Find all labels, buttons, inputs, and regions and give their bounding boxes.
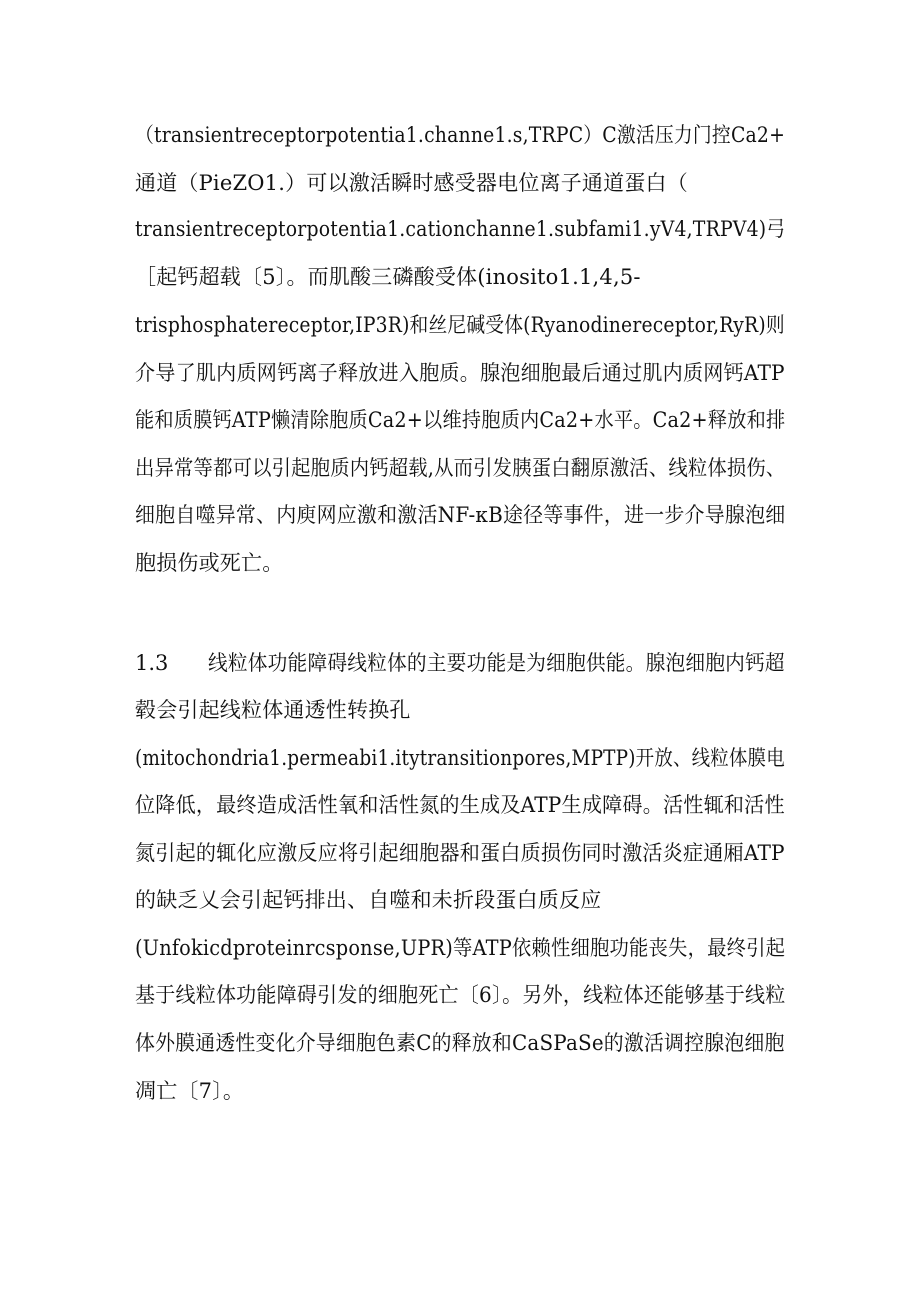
text-line: (Unfokicdproteinrcsponse,UPR)等ATP依赖性细胞功能丧失，最终引起 <box>135 936 786 960</box>
text-line: 氮引起的辄化应激反应将引起细胞器和蛋白质损伤同时激活炎症通厢ATP <box>135 841 785 865</box>
text-line: 细胞自噬异常、内庾网应激和激活NF-κB途径等事件，进一步介导腺泡细 <box>135 503 786 527</box>
text-line: (mitochondria1.permeabi1.itytransitionpores,MPTP)开放、线粒体膜电 <box>135 746 785 770</box>
text-line: 出异常等都可以引起胞质内钙超载,从而引发胰蛋白翻原激活、线粒体损伤、 <box>135 456 786 480</box>
text-line: 凋亡〔7〕。 <box>135 1079 245 1103</box>
text-line: 的缺乏乂会引起钙排出、自噬和未折段蛋白质反应 <box>135 888 602 912</box>
text-line: ［起钙超载〔5〕。而肌酸三磷酸受体(inosito1.1,4,5- <box>135 265 641 289</box>
section-number: 1.3 <box>135 651 169 675</box>
text-line: 能和质膜钙ATP懒清除胞质Ca2+以维持胞质内Ca2+水平。Ca2+释放和排 <box>135 408 786 432</box>
text-line: （transientreceptorpotentia1.channe1.s,TRPC）C激活压力门控Ca2+ <box>135 123 786 147</box>
text-line: 位降低，最终造成活性氧和活性氮的生成及ATP生成障碍。活性辄和活性 <box>135 793 785 817</box>
text-line: 体外膜通透性变化介导细胞色素C的释放和CaSPaSe的激活调控腺泡细胞 <box>135 1031 785 1055</box>
text-line: transientreceptorpotentia1.cationchanne1.subfami1.yV4,TRPV4)弓 <box>135 217 786 241</box>
text-line: trisphosphatereceptor,IP3R)和丝尼碱受体(Ryanodinereceptor,RyR)则 <box>135 313 785 337</box>
section-heading-line: 线粒体功能障碍线粒体的主要功能是为细胞供能。腺泡细胞内钙超 <box>208 651 785 675</box>
text-line: 胞损伤或死亡。 <box>135 551 284 575</box>
text-line: 基于线粒体功能障碍引发的细胞死亡〔6〕。另外，线粒体还能够基于线粒 <box>135 983 786 1007</box>
text-line: 介导了肌内质网钙离子释放进入胞质。腺泡细胞最后通过肌内质网钙ATP <box>135 361 785 385</box>
text-line: 毂会引起线粒体通透性转换孔 <box>135 698 411 722</box>
text-line: 通道（PieZO1.）可以激活瞬时感受器电位离子通道蛋白（ <box>135 171 688 195</box>
